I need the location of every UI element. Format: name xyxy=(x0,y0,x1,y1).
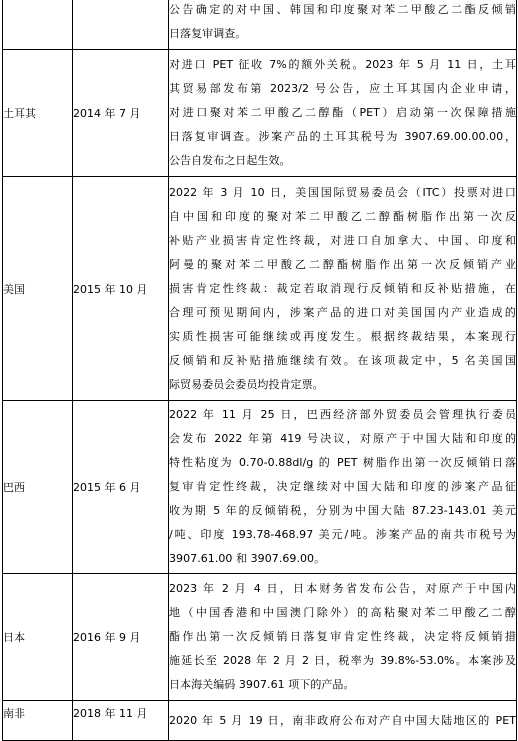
content-line: 补贴产业损害肯定性终裁，对进口自加拿大、中国、印度和 xyxy=(169,233,516,247)
content-line: 对进口聚对苯二甲酸乙二醇酯（PET）启动第一次保障措施 xyxy=(169,106,516,119)
table-row xyxy=(3,401,517,574)
country-cell: 美国 xyxy=(3,177,73,401)
content-line: 合理可预见期间内，涉案产品的进口对美国国内产业造成的 xyxy=(169,305,516,319)
content-line: /吨、印度 193.78-468.97 美元/吨。涉案产品的南共市税号为 xyxy=(169,528,516,541)
content-line: 2020 年 5 月 19 日，南非政府公布对产自中国大陆地区的 PET xyxy=(169,713,516,727)
table-row xyxy=(3,0,517,50)
content-line: 自中国和印度的聚对苯二甲酸乙二醇酯树脂作出第一次反 xyxy=(169,209,516,223)
table-row xyxy=(3,50,517,177)
content-line: 实质性损害可能继续或再度发生。根据终裁结果，本案现行 xyxy=(169,329,516,343)
content-cell xyxy=(169,177,517,401)
trade-remedy-table xyxy=(2,0,517,741)
content-line: 收为期 5 年的反倾销税，分别为中国大陆 87.23-143.01 美元 xyxy=(169,504,516,517)
content-line: 施延长至 2028 年 2 月 2 日，税率为 39.8%-53.0%。本案涉及 xyxy=(169,654,516,667)
content-line: 复审肯定性终裁，决定继续对中国大陆和印度的涉案产品征 xyxy=(169,480,516,493)
content-line: 酯作出第一次反倾销日落复审肯定性终裁，决定将反倾销措 xyxy=(169,630,516,643)
content-line: 特性粘度为 0.70-0.88dl/g 的 PET 树脂作出第一次反倾销日落 xyxy=(169,456,516,469)
table-row xyxy=(3,574,517,701)
date-cell: 2015 年 10 月 xyxy=(73,177,169,401)
content-line: 地（中国香港和中国澳门除外）的高粘聚对苯二甲酸乙二醇 xyxy=(169,606,516,619)
country-cell: 南非 xyxy=(3,701,73,741)
table-row xyxy=(3,177,517,401)
date-cell: 2015 年 6 月 xyxy=(73,401,169,574)
content-line: 公告确定的对中国、韩国和印度聚对苯二甲酸乙二酯反倾销 xyxy=(169,3,516,16)
content-line: 3907.61.00 和 3907.69.00。 xyxy=(169,552,326,565)
date-cell xyxy=(73,0,169,50)
content-cell xyxy=(169,401,517,574)
content-line: 公告自发布之日起生效。 xyxy=(169,154,291,167)
country-cell: 土耳其 xyxy=(3,50,73,177)
content-cell xyxy=(169,0,517,50)
content-cell xyxy=(169,50,517,177)
content-line: 对进口 PET 征收 7%的额外关税。2023 年 5 月 11 日，土耳 xyxy=(169,58,516,71)
content-line: 2022 年 3 月 10 日，美国国际贸易委员会（ITC）投票对进口 xyxy=(169,185,516,199)
content-line: 日落复审调查。涉案产品的土耳其税号为 3907.69.00.00.00， xyxy=(169,130,516,143)
date-cell: 2014 年 7 月 xyxy=(73,50,169,177)
content-line: 日落复审调查。 xyxy=(169,27,247,40)
content-line: 损害肯定性终裁：裁定若取消现行反倾销和反补贴措施，在 xyxy=(169,281,516,295)
content-line: 反倾销和反补贴措施继续有效。在该项裁定中，5 名美国国 xyxy=(169,353,516,367)
country-cell: 巴西 xyxy=(3,401,73,574)
country-cell: 日本 xyxy=(3,574,73,701)
content-line: 2023 年 2 月 4 日，日本财务省发布公告，对原产于中国内 xyxy=(169,582,516,595)
content-cell xyxy=(169,574,517,701)
date-cell: 2018 年 11 月 xyxy=(73,701,169,741)
date-cell: 2016 年 9 月 xyxy=(73,574,169,701)
content-line: 阿曼的聚对苯二甲酸乙二醇酯树脂作出第一次反倾销产业 xyxy=(169,257,516,271)
country-cell xyxy=(3,0,73,50)
content-line: 其贸易部发布第 2023/2 号公告，应土耳其国内企业申请， xyxy=(169,82,516,95)
content-line: 会发布 2022 年第 419 号决议，对原产于中国大陆和印度的 xyxy=(169,432,516,445)
content-line: 2022 年 11 月 25 日，巴西经济部外贸委员会管理执行委员 xyxy=(169,408,516,421)
content-line: 日本海关编码 3907.61 项下的产品。 xyxy=(169,678,355,691)
content-line: 际贸易委员会委员均投肯定票。 xyxy=(169,377,324,391)
table-row xyxy=(3,701,517,741)
content-cell xyxy=(169,701,517,741)
